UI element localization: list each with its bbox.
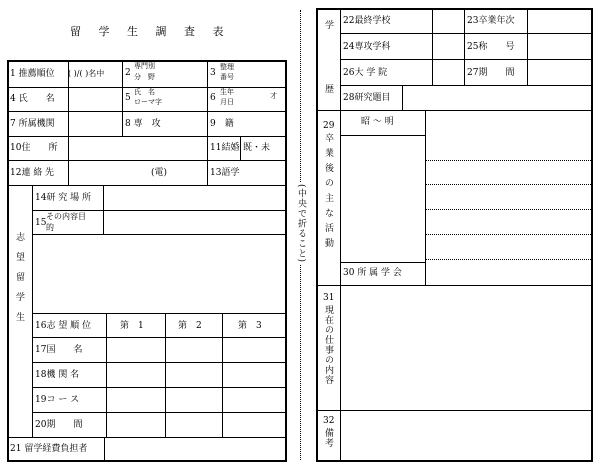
purpose-vertical-label: 志望留学生 bbox=[14, 232, 24, 332]
field-27-label: 27期 間 bbox=[467, 68, 515, 78]
field-17-label: 17国 名 bbox=[35, 345, 83, 355]
field-13-label: 13語学 bbox=[210, 168, 240, 178]
field-14-label: 14研 究 場 所 bbox=[35, 193, 92, 203]
field-19-label: 19コ ー ス bbox=[35, 395, 80, 405]
field-1-label: 1 推薦順位 bbox=[10, 69, 55, 79]
form-title: 留 学 生 調 査 表 bbox=[70, 25, 231, 38]
field-5-label-a: 氏 名 bbox=[134, 88, 155, 96]
field-4-label: 4 氏 名 bbox=[10, 94, 55, 104]
phone-label: (電) bbox=[151, 168, 168, 178]
field-9-label: 9 籍 bbox=[210, 119, 234, 129]
field-2-num: 2 bbox=[125, 68, 131, 78]
field-6-num: 6 bbox=[210, 93, 216, 103]
field-31-num: 31 bbox=[323, 293, 335, 303]
field-22-label: 22最終学校 bbox=[343, 16, 391, 26]
field-25-label: 25称 号 bbox=[467, 42, 515, 52]
activity-vertical-label: 卒業後の主な活動 bbox=[323, 133, 333, 253]
education-vertical-label-2: 歴 bbox=[323, 84, 333, 96]
marital-options: 既・未 bbox=[243, 143, 271, 153]
era-label: 昭 〜 明 bbox=[361, 117, 394, 127]
field-7-label: 7 所属機関 bbox=[10, 119, 55, 129]
field-26-label: 26大 学 院 bbox=[343, 68, 388, 78]
field-24-label: 24専攻学科 bbox=[343, 42, 391, 52]
field-3-label-b: 番号 bbox=[220, 73, 234, 81]
field-5-label-b: ローマ字 bbox=[134, 98, 162, 106]
field-3-label-a: 整理 bbox=[220, 63, 234, 71]
field-6-label-a: 生年 bbox=[220, 88, 234, 96]
field-6-label-b: 月日 bbox=[220, 98, 234, 106]
choice-2-header: 第 2 bbox=[178, 321, 202, 331]
field-1-rank: ( )/( )名中 bbox=[68, 69, 105, 78]
field-12-label: 12連 絡 先 bbox=[10, 168, 55, 178]
field-23-label: 23卒業年次 bbox=[467, 16, 515, 26]
field-15-label-a: その内容目 bbox=[46, 212, 86, 221]
field-5-num: 5 bbox=[125, 93, 131, 103]
field-16-label: 16志 望 順 位 bbox=[35, 321, 92, 331]
education-vertical-label: 学 bbox=[323, 20, 333, 32]
field-2-label-a: 専門別 bbox=[134, 62, 155, 70]
choice-3-header: 第 3 bbox=[238, 321, 262, 331]
field-20-label: 20期 間 bbox=[35, 420, 83, 430]
field-30-label: 30 所 属 学 会 bbox=[343, 268, 402, 278]
choice-1-header: 第 1 bbox=[120, 321, 144, 331]
field-15-num: 15 bbox=[35, 218, 47, 228]
field-11-label: 11結婚 bbox=[210, 143, 240, 153]
field-2-label-b: 分 野 bbox=[134, 73, 155, 81]
field-10-label: 10住 所 bbox=[10, 143, 58, 153]
field-28-label: 28研究題目 bbox=[343, 93, 391, 103]
remarks-vertical-label: 備考 bbox=[323, 428, 333, 448]
field-3-num: 3 bbox=[210, 68, 216, 78]
field-21-label: 21 留学経費負担者 bbox=[10, 444, 88, 454]
field-29-num: 29 bbox=[323, 121, 335, 131]
field-32-num: 32 bbox=[323, 416, 335, 426]
field-8-label: 8 専 攻 bbox=[125, 119, 161, 129]
field-18-label: 18機 関 名 bbox=[35, 370, 80, 380]
fold-instruction: (中央で折ること) bbox=[296, 184, 306, 264]
age-label: 才 bbox=[270, 92, 277, 100]
current-work-vertical-label: 現在の仕事の内容 bbox=[323, 305, 333, 385]
field-15-label-b: 的 bbox=[46, 223, 54, 232]
